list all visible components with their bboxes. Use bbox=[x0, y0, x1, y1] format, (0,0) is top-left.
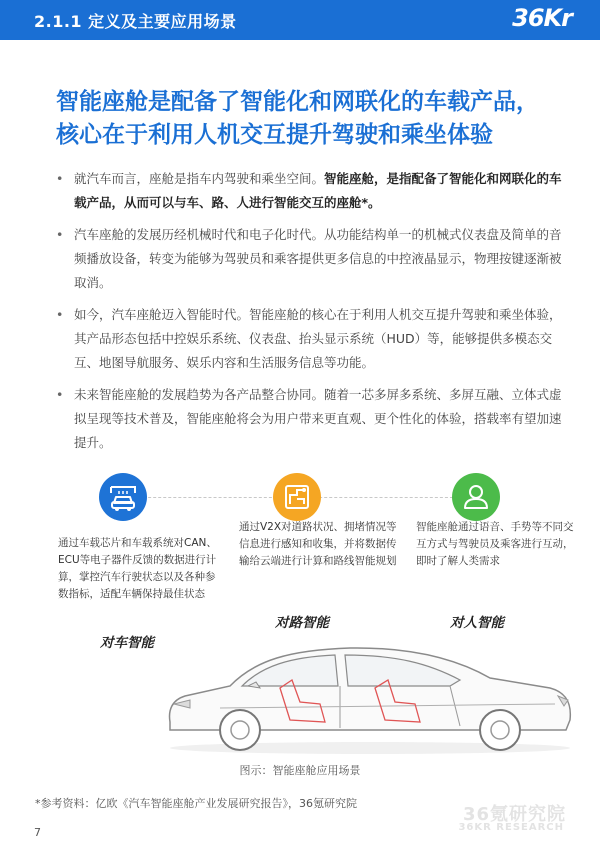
bullet-text: 就汽车而言，座舱是指车内驾驶和乘坐空间。 bbox=[74, 171, 325, 186]
main-title-line-2: 核心在于利用人机交互提升驾驶和乘坐体验 bbox=[56, 122, 493, 148]
reference-note: *参考资料：亿欧《汽车智能座舱产业发展研究报告》，36氪研究院 bbox=[35, 797, 357, 810]
bullet-text: 如今，汽车座舱迈入智能时代。智能座舱的核心在于利用人机交互提升驾驶和乘坐体验，其产品形态包括中控娱乐系统、仪表盘、抬头显示系统（HUD）等，能够提供多模态交互、地图导航服务、娱乐内容和生活服务信息等功能。 bbox=[74, 307, 562, 370]
feature-label-car: 对车智能 bbox=[100, 635, 154, 651]
feature-label-road: 对路智能 bbox=[275, 615, 329, 631]
feature-description-person: 智能座舱通过语音、手势等不同交互方式与驾驶员及乘客进行互动，即时了解人类需求 bbox=[416, 521, 574, 567]
bullet-list bbox=[56, 167, 564, 463]
watermark-cn: 36氪研究院 bbox=[462, 804, 566, 825]
bullet-item bbox=[56, 223, 564, 295]
page-number: 7 bbox=[34, 826, 41, 839]
figure-caption: 图示：智能座舱应用场景 bbox=[239, 764, 361, 777]
header-bar bbox=[0, 0, 600, 40]
road-map-icon bbox=[273, 473, 321, 521]
watermark-en: 36KR RESEARCH bbox=[458, 822, 564, 833]
bullet-item bbox=[56, 167, 564, 215]
feature-label-person: 对人智能 bbox=[450, 615, 504, 631]
main-title bbox=[56, 86, 576, 152]
bullet-text-bold: 智能座舱，是指配备了智能化和网联化的车载产品，从而可以与车、路、人进行智能交互的座舱*。 bbox=[74, 171, 562, 210]
feature-description-road: 通过V2X对道路状况、拥堵情况等信息进行感知和收集，并将数据传输给云端进行计算和路线智能规划 bbox=[239, 521, 397, 567]
person-icon bbox=[452, 473, 500, 521]
bullet-item bbox=[56, 383, 564, 455]
section-title: 2.1.1 定义及主要应用场景 bbox=[34, 12, 237, 31]
feature-description-car: 通过车载芯片和车载系统对CAN、 ECU等电子器件反馈的数据进行计算，掌控汽车行驶状态以及各种参数指标，适配车辆保持最佳状态 bbox=[58, 537, 217, 600]
bullet-item bbox=[56, 303, 564, 375]
main-title-line-1: 智能座舱是配备了智能化和网联化的车载产品， bbox=[56, 89, 539, 115]
car-wash-icon bbox=[99, 473, 147, 521]
brand-logo: 36Kr bbox=[512, 4, 572, 32]
car-illustration bbox=[160, 630, 580, 760]
bullet-text: 未来智能座舱的发展趋势为各产品整合协同。随着一芯多屏多系统、多屏互融、立体式虚拟呈现等技术普及，智能座舱将会为用户带来更直观、更个性化的体验，搭载率有望加速提升。 bbox=[74, 387, 562, 450]
bullet-text: 汽车座舱的发展历经机械时代和电子化时代。从功能结构单一的机械式仪表盘及简单的音频播放设备，转变为能够为驾驶员和乘客提供更多信息的中控液晶显示，物理按键逐渐被取消。 bbox=[74, 227, 562, 290]
